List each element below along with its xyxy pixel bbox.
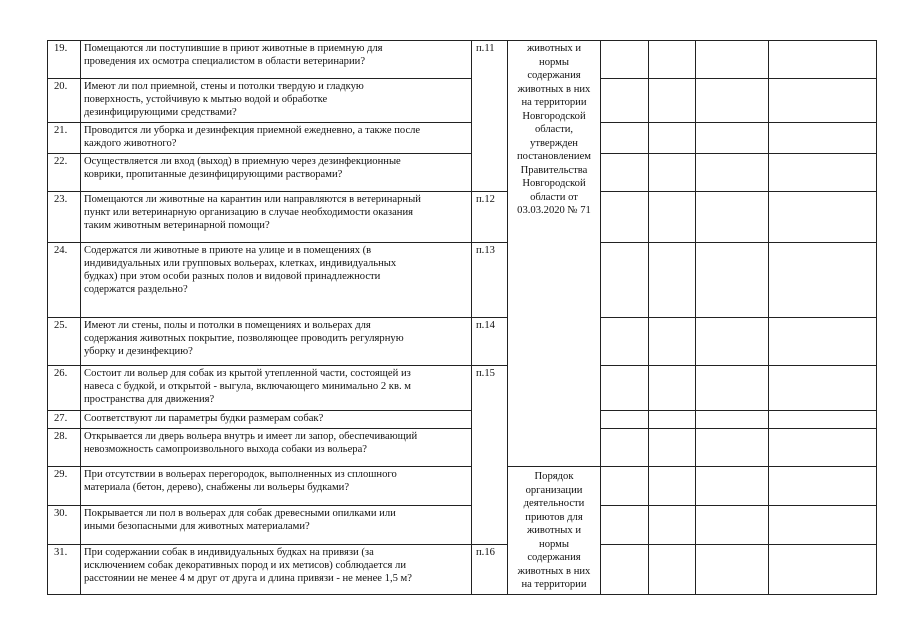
row-separator-checks (600, 317, 876, 318)
row-separator-checks (600, 78, 876, 79)
row-number: 25. (54, 320, 68, 331)
regulation-point: п.14 (476, 320, 495, 331)
row-separator (47, 544, 471, 545)
row-separator-checks (600, 191, 876, 192)
question-text-line: Проводится ли уборка и дезинфекция приемной ежедневно, а также после (84, 125, 421, 136)
row-separator-checks (600, 365, 876, 366)
row-separator-checks (600, 153, 876, 154)
regulation-text-line: нормы (539, 538, 569, 550)
row-separator-checks (600, 242, 876, 243)
row-number: 27. (54, 413, 68, 424)
row-number: 23. (54, 194, 68, 205)
row-number: 31. (54, 547, 68, 558)
row-number: 24. (54, 245, 68, 256)
regulation-text-line: организации (525, 484, 583, 496)
row-separator (47, 466, 471, 467)
regulation-text-line: деятельности (523, 498, 585, 509)
side-block-separator (507, 466, 600, 467)
question-text-line: При содержании собак в индивидуальных будках на привязи (за (84, 547, 374, 558)
row-separator-checks (600, 428, 876, 429)
question-text-line: содержания животных покрытие, позволяющее проводить регулярную (84, 333, 404, 344)
row-number: 30. (54, 508, 68, 519)
row-separator-checks (600, 544, 876, 545)
ref-separator (471, 544, 507, 545)
question-text-line: дезинфицирующими средствами? (84, 107, 237, 118)
question-text-line: проведения их осмотра специалистом в области ветеринарии? (84, 56, 366, 67)
regulation-point: п.11 (476, 43, 495, 54)
row-number: 22. (54, 156, 68, 167)
row-separator (47, 153, 471, 154)
question-text-line: пространства для движения? (84, 394, 215, 405)
question-text-line: невозможность самопроизвольного выхода собаки из вольера? (84, 444, 367, 455)
column-border (876, 40, 877, 595)
regulation-text-line: содержания (527, 70, 581, 81)
question-text-line: навеса с будкой, и открытой - выгула, включающего минимально 2 кв. м (84, 381, 411, 392)
regulation-point: п.15 (476, 368, 495, 379)
question-text-line: индивидуальных или групповых вольерах, клетках, индивидуальных (84, 258, 397, 269)
regulation-text-line: Новгородской (522, 110, 586, 122)
question-text-line: Осуществляется ли вход (выход) в приемную через дезинфекционные (84, 156, 401, 167)
row-number: 19. (54, 43, 68, 54)
regulation-text-line: животных и (526, 43, 582, 54)
question-text-line: каждого животного? (84, 138, 177, 149)
question-text-line: Покрывается ли пол в вольерах для собак древесными опилками или (84, 508, 396, 519)
row-separator (47, 317, 471, 318)
regulation-point: п.12 (476, 194, 495, 205)
question-text-line: иными безопасными для животных материалами? (84, 521, 310, 532)
table-bottom-border (47, 594, 877, 595)
regulation-text-line: содержания (527, 552, 581, 563)
table-top-border (47, 40, 877, 41)
ref-separator (471, 191, 507, 192)
row-separator (47, 365, 471, 366)
question-text-line: Соответствуют ли параметры будки размерам собак? (84, 413, 324, 424)
question-text-line: уборку и дезинфекцию? (84, 346, 193, 357)
regulation-text-line: области, (534, 124, 574, 135)
regulation-text-line: нормы (539, 56, 569, 68)
row-separator-checks (600, 410, 876, 411)
question-text-line: Содержатся ли животные в приюте на улице и в помещениях (в (84, 245, 372, 256)
row-separator-checks (600, 466, 876, 467)
question-text-line: Открывается ли дверь вольера внутрь и имеет ли запор, обеспечивающий (84, 431, 418, 442)
row-number: 21. (54, 125, 68, 136)
ref-separator (471, 317, 507, 318)
row-separator-checks (600, 122, 876, 123)
question-text-line: исключением собак декоративных пород и их метисов) соблюдается ли (84, 560, 407, 571)
row-separator (47, 191, 471, 192)
regulation-text-line: Порядок (534, 471, 574, 482)
regulation-text-line: животных в них (517, 83, 591, 95)
regulation-text-line: Правительства (520, 164, 588, 176)
question-text-line: поверхность, устойчивую к мытью водой и обработке (84, 94, 328, 105)
question-text-line: пункт или ветеринарную организацию в случае необходимости оказания (84, 207, 414, 218)
question-text-line: материала (бетон, дерево), снабжены ли вольеры будками? (84, 482, 350, 493)
question-text-line: Состоит ли вольер для собак из крытой утепленной части, состоящей из (84, 368, 411, 379)
ref-separator (471, 242, 507, 243)
row-separator (47, 242, 471, 243)
row-number: 26. (54, 368, 68, 379)
question-text-line: таким животным ветеринарной помощи? (84, 220, 270, 231)
row-separator (47, 428, 471, 429)
row-separator-checks (600, 505, 876, 506)
row-separator (47, 122, 471, 123)
row-number: 29. (54, 469, 68, 480)
regulation-text-line: животных в них (517, 565, 591, 577)
question-text-line: При отсутствии в вольерах перегородок, выполненных из сплошного (84, 469, 397, 480)
regulation-point: п.13 (476, 245, 495, 256)
regulation-text-line: на территории (521, 97, 587, 108)
row-separator (47, 410, 471, 411)
regulation-text-line: постановлением (517, 151, 591, 162)
question-text-line: расстоянии не менее 4 м друг от друга и длина привязи - не менее 1,5 м? (84, 573, 412, 584)
row-number: 28. (54, 431, 68, 442)
question-text-line: коврики, пропитанные дезинфицирующими растворами? (84, 169, 343, 180)
regulation-text-line: утвержден (530, 137, 578, 149)
question-text-line: Помещаются ли поступившие в приют животные в приемную для (84, 43, 383, 54)
regulation-text-line: животных и (526, 525, 582, 536)
question-text-line: Имеют ли пол приемной, стены и потолки твердую и гладкую (84, 81, 364, 92)
regulation-text-line: 03.03.2020 № 71 (517, 205, 591, 216)
question-text-line: Имеют ли стены, полы и потолки в помещениях и вольерах для (84, 320, 371, 331)
regulation-text-line: Новгородской (522, 178, 586, 189)
regulation-text-line: области от (530, 191, 578, 203)
question-text-line: будках) при этом особи разных полов и видовой принадлежности (84, 271, 381, 282)
question-text-line: содержатся раздельно? (84, 284, 188, 295)
regulation-point: п.16 (476, 547, 495, 558)
ref-separator (471, 365, 507, 366)
question-text-line: Помещаются ли животные на карантин или направляются в ветеринарный (84, 194, 421, 205)
row-separator (47, 78, 471, 79)
row-separator (47, 505, 471, 506)
regulation-text-line: приютов для (525, 511, 583, 523)
row-number: 20. (54, 81, 68, 92)
regulation-text-line: на территории (521, 579, 587, 590)
